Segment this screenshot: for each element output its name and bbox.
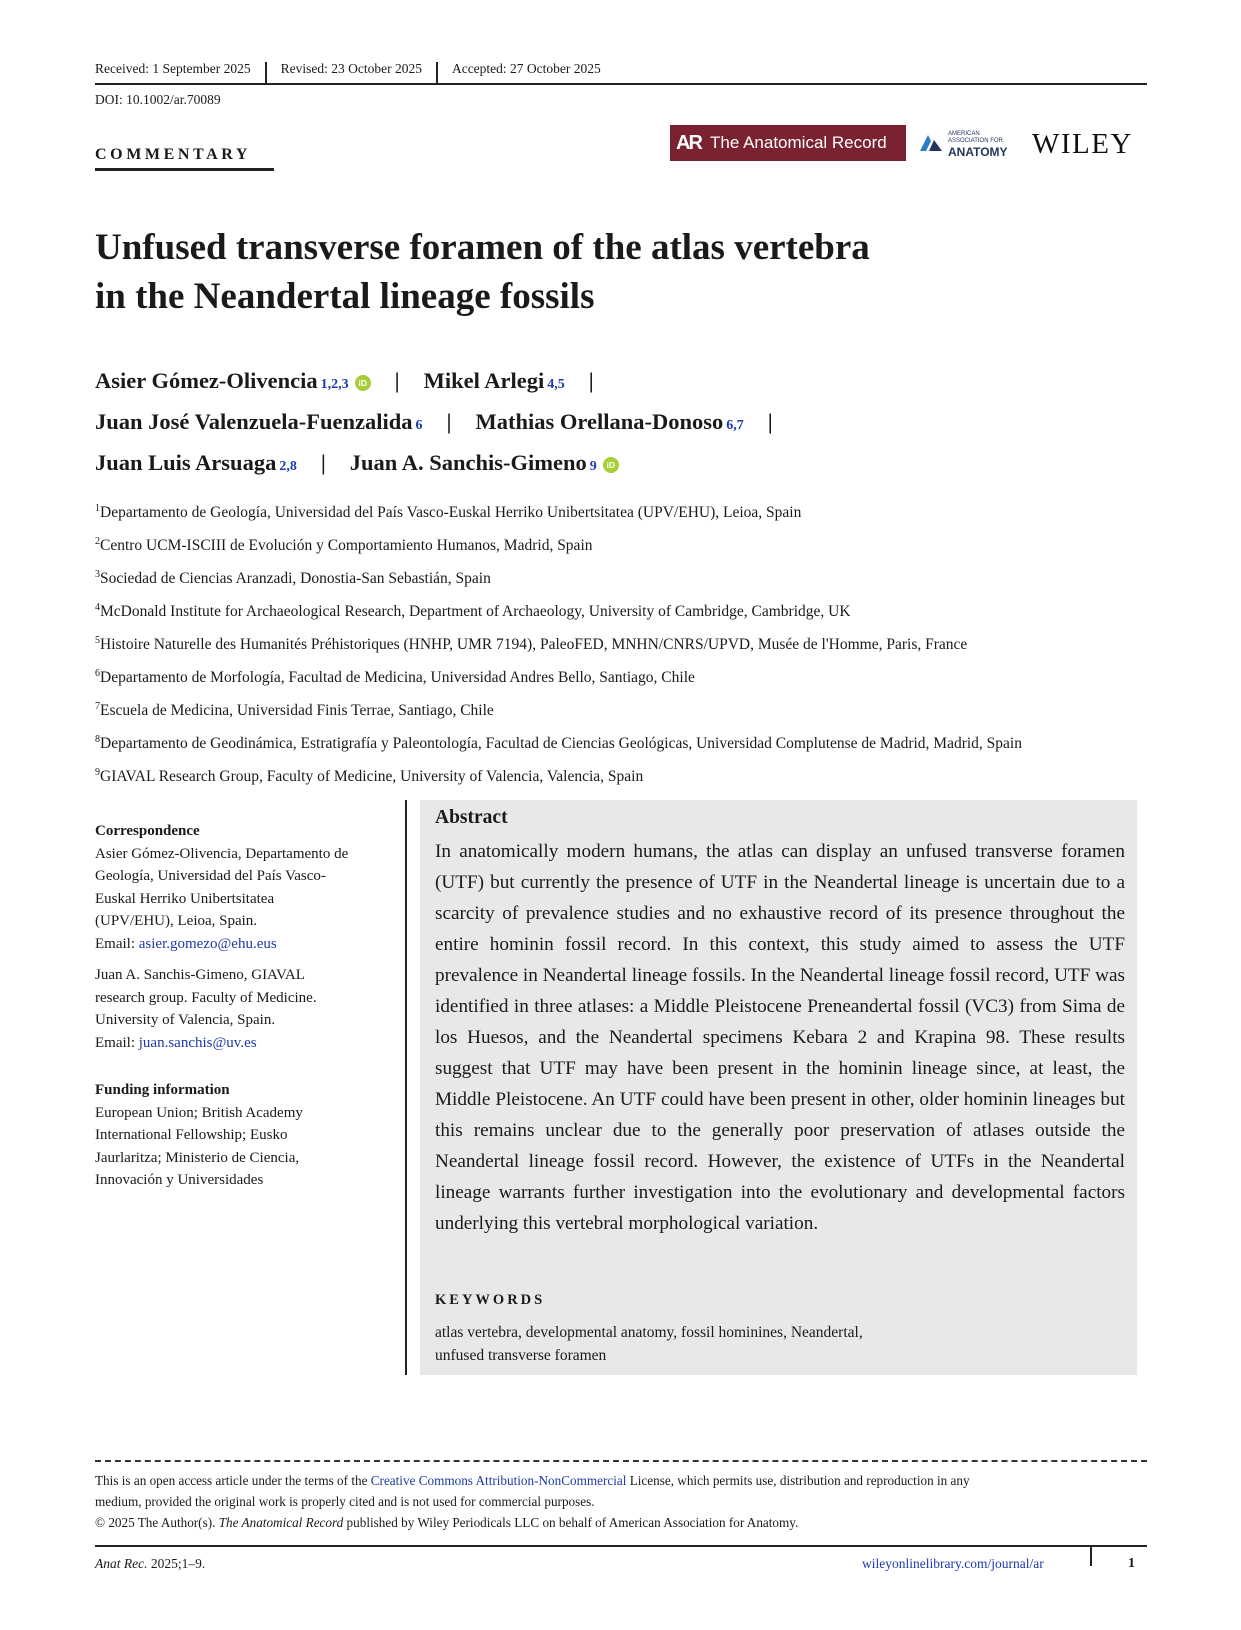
author-separator: | [767,409,773,434]
affiliation-number: 8 [95,734,100,745]
affiliation-text: Centro UCM-ISCIII de Evolución y Comportamiento Humanos, Madrid, Spain [100,537,593,554]
affiliation-text: Sociedad de Ciencias Aranzadi, Donostia-San Sebastián, Spain [100,570,491,587]
email-label: Email: [95,1034,139,1051]
affiliation-number: 1 [95,503,100,514]
correspondence-line: Asier Gómez-Olivencia, Departamento de [95,845,349,862]
affiliation-text: Escuela de Medicina, Universidad Finis Terrae, Santiago, Chile [100,702,494,719]
affiliation-text: Departamento de Geología, Universidad del País Vasco-Euskal Herriko Unibertsitatea (UPV/EHU), Leioa, Spain [100,504,802,521]
header-rule [95,83,1147,85]
accepted-date: Accepted: 27 October 2025 [451,61,601,76]
correspondence-block-1 [95,820,395,955]
author-affiliation-refs[interactable]: 4,5 [547,377,565,392]
footer-separator [1090,1546,1092,1566]
author-affiliation-refs[interactable]: 6 [415,418,423,433]
affiliation-text: Departamento de Geodinámica, Estratigrafía y Paleontología, Facultad de Ciencias Geológicas, Universidad Complutense de Madrid, Madrid, Spain [100,735,1022,752]
affiliation-text: Histoire Naturelle des Humanités Préhistoriques (HNHP, UMR 7194), PaleoFED, MNHN/CNRS/UPVD, Musée de l'Homme, Paris, France [100,636,968,653]
section-underline [95,168,274,171]
aaa-triangle-icon [918,131,944,153]
orcid-icon[interactable]: iD [603,457,619,473]
keywords-line: atlas vertebra, developmental anatomy, fossil hominines, Neandertal, [435,1324,863,1341]
keywords-heading: KEYWORDS [435,1292,546,1308]
affiliation [95,725,1155,758]
doi: DOI: 10.1002/ar.70089 [95,92,221,107]
abstract-text: In anatomically modern humans, the atlas can display an unfused transverse foramen (UTF) but currently the presence of UTF in the Neandertal lineage is uncertain due to a scarcity of prevalence studies and no exhaustive record of its presence throughout the entire hominin fossil record. In this context, this study aimed to assess the UTF prevalence in Neandertal lineage fossils. In the Neandertal lineage fossil record, UTF was identified in three atlases: a Middle Pleistocene Preneandertal fossil (VC3) from Sima de los Huesos, and the Neandertal specimens Kebara 2 and Krapina 98. These results suggest that UTF may have been present in the hominin lineage since, at least, the Middle Pleistocene. An UTF could have been present in other, older hominin lineages but this remains unclear due to the generally poor preservation of atlases outside the Neandertal lineage fossil record. However, the existence of UTFs in the Neandertal lineage warrants further investigation into the evolutionary and developmental factors underlying this vertebral morphological variation. [435,841,1125,1234]
email-link[interactable]: asier.gomezo@ehu.eus [138,935,277,952]
funding-line: European Union; British Academy [95,1104,303,1121]
copyright-journal: The Anatomical Record [218,1515,344,1530]
author-line-1 [95,362,1145,403]
affiliation [95,527,1155,560]
license-notice [95,1470,1145,1533]
aaa-logo[interactable] [918,129,1018,159]
author-line-2 [95,403,1145,444]
author-name[interactable]: Mikel Arlegi [423,368,545,393]
journal-logo[interactable] [670,125,906,161]
author-affiliation-refs[interactable]: 9 [589,459,597,474]
author-separator: | [588,368,594,393]
aaa-logo-big-text: ANATOMY [948,145,1008,159]
correspondence-email-row [95,933,395,956]
author-separator: | [394,368,400,393]
affiliation-number: 4 [95,602,100,613]
affiliation-number: 9 [95,767,100,778]
correspondence-block-2 [95,964,395,1054]
funding-line: International Fellowship; Eusko [95,1127,288,1143]
affiliation-number: 5 [95,635,100,646]
section-label: COMMENTARY [95,146,252,163]
author-affiliation-refs[interactable]: 6,7 [726,418,744,433]
author-name[interactable]: Juan José Valenzuela-Fuenzalida [95,409,413,434]
author-separator: | [320,450,326,475]
page-number: 1 [1128,1556,1135,1571]
keywords-line: unfused transverse foramen [435,1347,607,1364]
revised-date: Revised: 23 October 2025 [281,62,438,84]
funding-block [95,1079,395,1192]
affiliation-number: 3 [95,569,100,580]
aaa-logo-small-text: AMERICAN ASSOCIATION FOR [948,131,1003,144]
affiliation [95,758,1155,791]
funding-heading: Funding information [95,1082,230,1098]
publisher-logo[interactable]: WILEY [1032,128,1133,160]
correspondence-line: Euskal Herriko Unibertsitatea [95,890,275,907]
keywords [435,1321,1125,1367]
affiliation [95,560,1155,593]
license-line-1 [95,1470,1145,1491]
abstract-left-rule [405,800,407,1375]
funding-line: Innovación y Universidades [95,1172,264,1188]
correspondence-line: University of Valencia, Spain. [95,1012,276,1028]
author-name[interactable]: Juan A. Sanchis-Gimeno [349,450,587,475]
journal-url-link[interactable]: wileyonlinelibrary.com/journal/ar [862,1556,1044,1571]
author-line-3 [95,444,1145,485]
author-affiliation-refs[interactable]: 2,8 [279,459,297,474]
affiliation-number: 7 [95,701,100,712]
license-text: License, which permits use, distribution and reproduction in any [626,1473,970,1488]
correspondence-line: Geología, Universidad del País Vasco- [95,868,326,884]
email-link[interactable]: juan.sanchis@uv.es [138,1034,257,1051]
footer-rule [95,1545,1147,1547]
sidebar [95,820,395,1192]
article-dates [95,62,1145,84]
correspondence-line: Juan A. Sanchis-Gimeno, GIAVAL [95,967,305,983]
citation [95,1556,205,1572]
email-label: Email: [95,935,139,952]
title-line-2: in the Neandertal lineage fossils [95,276,595,317]
license-divider [95,1460,1147,1462]
journal-logo-text: The Anatomical Record [710,133,887,152]
citation-journal: Anat Rec. [95,1556,148,1571]
author-list [95,362,1145,485]
received-date: Received: 1 September 2025 [95,62,267,84]
abstract-heading: Abstract [435,807,508,828]
affiliation [95,593,1155,626]
correspondence-line: (UPV/EHU), Leioa, Spain. [95,913,258,929]
affiliation-text: Departamento de Morfología, Facultad de Medicina, Universidad Andres Bello, Santiago, Chile [100,669,695,686]
affiliation [95,626,1155,659]
funding-line: Jaurlaritza; Ministerio de Ciencia, [95,1149,300,1166]
license-text: This is an open access article under the terms of the [95,1473,371,1488]
author-affiliation-refs[interactable]: 1,2,3 [320,377,349,392]
affiliations [95,494,1155,791]
correspondence-email-row [95,1032,395,1055]
article-title [95,223,1095,321]
author-name[interactable]: Asier Gómez-Olivencia [95,368,318,393]
author-name[interactable]: Mathias Orellana-Donoso [475,409,724,434]
citation-volume: 2025;1–9. [147,1556,206,1571]
affiliation-text: McDonald Institute for Archaeological Research, Department of Archaeology, University of Cambridge, Cambridge, UK [100,603,851,620]
affiliation [95,494,1155,527]
affiliation-number: 6 [95,668,100,679]
correspondence-heading: Correspondence [95,823,200,839]
author-name[interactable]: Juan Luis Arsuaga [95,450,277,475]
affiliation [95,692,1155,725]
orcid-icon[interactable]: iD [355,375,371,391]
copyright-line [95,1512,1145,1533]
license-link[interactable]: Creative Commons Attribution-NonCommercial [370,1473,627,1488]
copyright-text: © 2025 The Author(s). [95,1515,219,1530]
affiliation-number: 2 [95,536,100,547]
journal-logo-mark: AR [676,131,701,154]
copyright-text: published by Wiley Periodicals LLC on behalf of American Association for Anatomy. [343,1515,799,1530]
affiliation [95,659,1155,692]
title-line-1: Unfused transverse foramen of the atlas vertebra [95,227,870,268]
affiliation-text: GIAVAL Research Group, Faculty of Medicine, University of Valencia, Valencia, Spain [100,768,644,785]
correspondence-line: research group. Faculty of Medicine. [95,989,317,1006]
license-line-2: medium, provided the original work is properly cited and is not used for commercial purposes. [95,1494,595,1509]
author-separator: | [446,409,452,434]
